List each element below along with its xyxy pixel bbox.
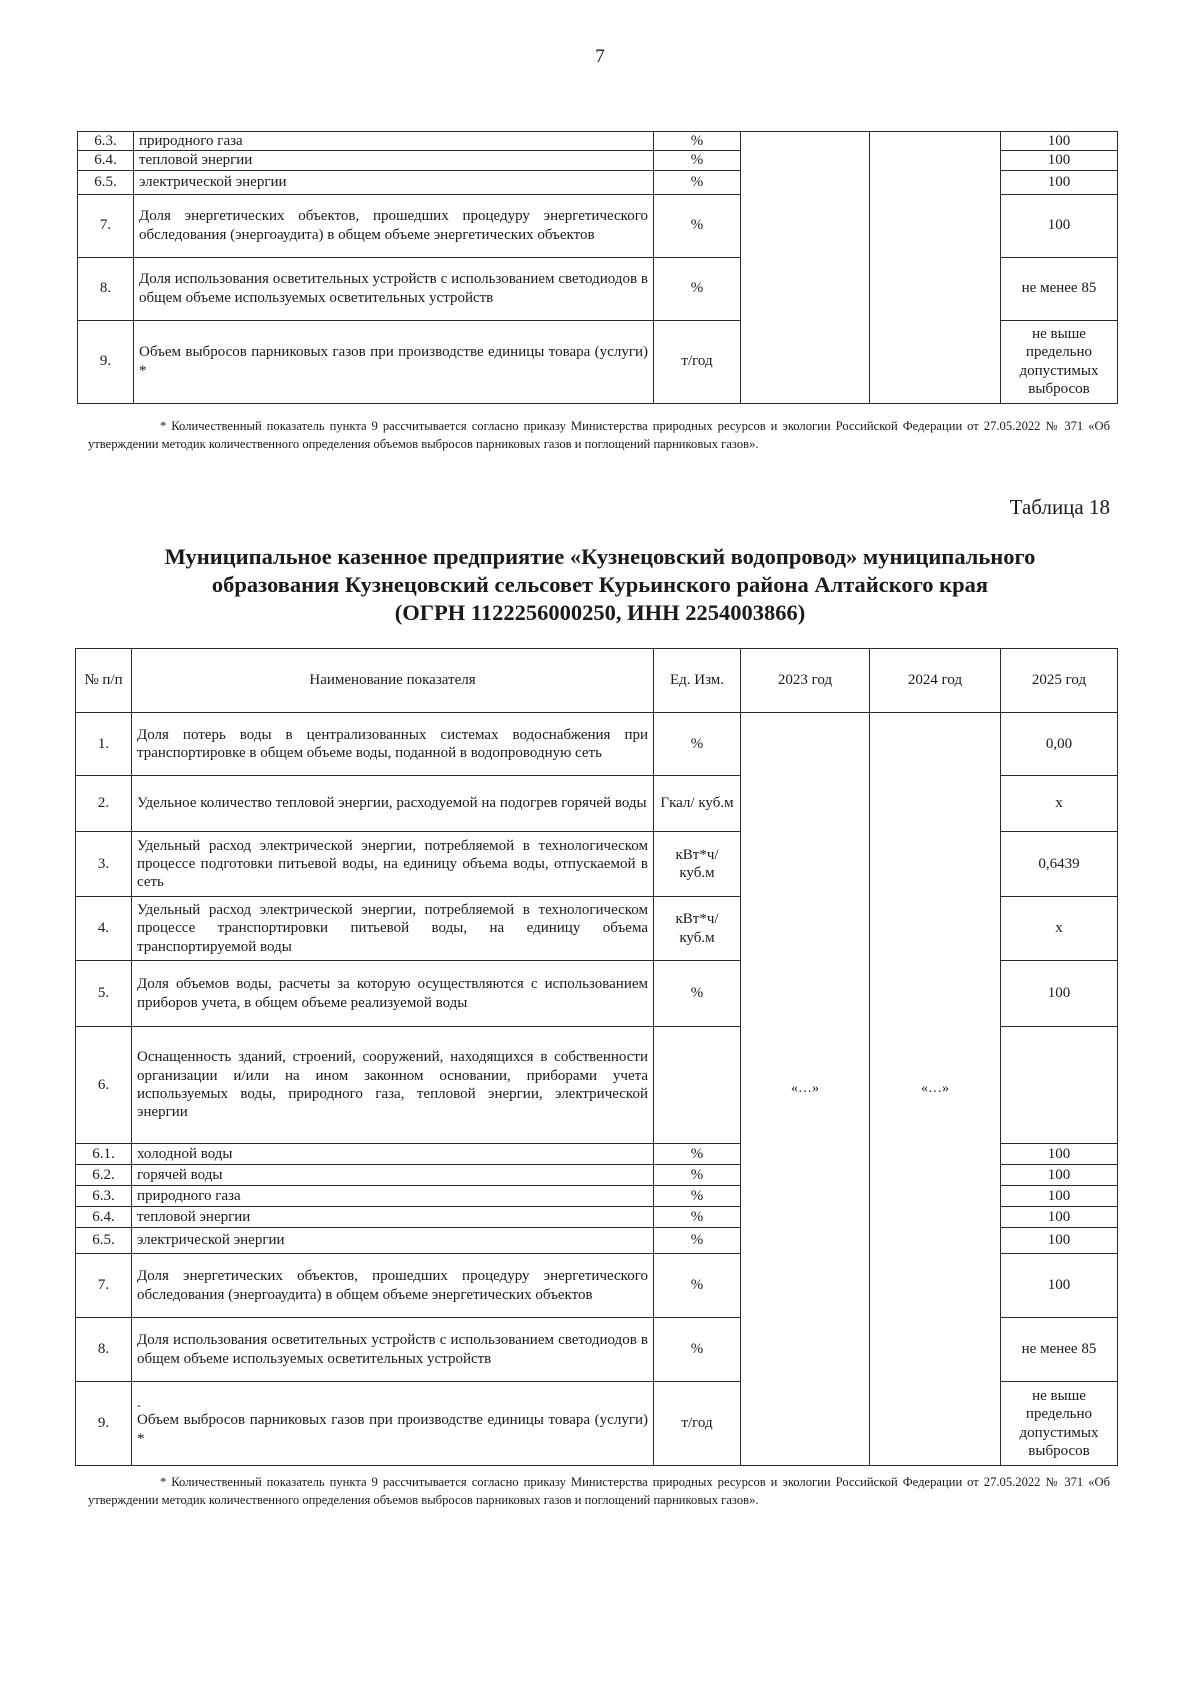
indicator-name: Доля объемов воды, расчеты за которую осуществляются с использованием приборов учета, в общем объеме реализуемой воды (132, 961, 654, 1027)
year-2025-value: 100 (1001, 1165, 1118, 1186)
header-2025: 2025 год (1001, 649, 1118, 713)
unit: кВт*ч/ куб.м (654, 832, 741, 897)
indicator-text: Объем выбросов парниковых газов при производстве единицы товара (услуги) * (137, 1412, 648, 1447)
indicator-name: электрической энергии (134, 170, 654, 194)
header-2023: 2023 год (741, 649, 870, 713)
row-number: 7. (78, 194, 134, 257)
unit: % (654, 1228, 741, 1254)
unit: % (654, 1165, 741, 1186)
year-2024-placeholder: «…» (870, 713, 1001, 1466)
year-2025-value: 0,6439 (1001, 832, 1118, 897)
dash-mark: - (137, 1398, 141, 1413)
table-row (76, 713, 1118, 776)
unit: кВт*ч/ куб.м (654, 897, 741, 961)
row-number: 6.3. (78, 132, 134, 151)
year-2025-value: 100 (1001, 1186, 1118, 1207)
year-2024-cell (870, 132, 1001, 404)
indicator-name: Доля использования осветительных устройств с использованием светодиодов в общем объеме используемых осветительных устройств (132, 1318, 654, 1382)
row-number: 7. (76, 1254, 132, 1318)
row-number: 9. (78, 320, 134, 403)
row-number: 6.5. (78, 170, 134, 194)
row-number: 8. (78, 257, 134, 320)
indicator-name: Доля потерь воды в централизованных системах водоснабжения при транспортировке в общем объеме воды, поданной в водопроводную сеть (132, 713, 654, 776)
indicator-name: Удельный расход электрической энергии, потребляемой в технологическом процессе транспортировки питьевой воды, на единицу объема транспортируемой воды (132, 897, 654, 961)
table-row (78, 132, 1118, 151)
row-number: 9. (76, 1382, 132, 1466)
unit: % (654, 194, 741, 257)
row-number: 6.4. (78, 151, 134, 170)
indicator-name: тепловой энергии (134, 151, 654, 170)
row-number: 3. (76, 832, 132, 897)
year-2023-cell (741, 132, 870, 404)
unit: % (654, 151, 741, 170)
year-2025-value: не менее 85 (1001, 1318, 1118, 1382)
unit: % (654, 961, 741, 1027)
footnote: * Количественный показатель пункта 9 рассчитывается согласно приказу Министерства природных ресурсов и экологии Российской Федерации от 27.05.2022 № 371 «Об утверждении методик количественного определения объемов выбросов парниковых газов и поглощений парниковых газов». (88, 419, 1110, 451)
year-2025-value: 100 (1001, 194, 1118, 257)
indicator-name: природного газа (134, 132, 654, 151)
document-title (60, 543, 1140, 627)
row-number: 6.3. (76, 1186, 132, 1207)
footnote: * Количественный показатель пункта 9 рассчитывается согласно приказу Министерства природных ресурсов и экологии Российской Федерации от 27.05.2022 № 371 «Об утверждении методик количественного определения объемов выбросов парниковых газов и поглощений парниковых газов». (88, 1475, 1110, 1507)
row-number: 8. (76, 1318, 132, 1382)
row-number: 5. (76, 961, 132, 1027)
indicator-name: природного газа (132, 1186, 654, 1207)
table-continuation (77, 131, 1118, 404)
year-2023-placeholder: «…» (741, 713, 870, 1466)
row-number: 6.1. (76, 1144, 132, 1165)
indicator-name: Доля энергетических объектов, прошедших процедуру энергетического обследования (энергоаудита) в общем объеме энергетических объектов (134, 194, 654, 257)
indicator-name: Доля использования осветительных устройств с использованием светодиодов в общем объеме используемых осветительных устройств (134, 257, 654, 320)
unit: % (654, 132, 741, 151)
indicator-name: Оснащенность зданий, строений, сооружений, находящихся в собственности организации и/или на ином законном основании, приборами учета используемых воды, природного газа, тепловой энергии, электрической энергии (132, 1027, 654, 1144)
indicator-name: Доля энергетических объектов, прошедших процедуру энергетического обследования (энергоаудита) в общем объеме энергетических объектов (132, 1254, 654, 1318)
year-2025-value: 100 (1001, 1254, 1118, 1318)
year-2025-value: 100 (1001, 1144, 1118, 1165)
row-number: 2. (76, 776, 132, 832)
year-2025-value: 100 (1001, 151, 1118, 170)
header-unit: Ед. Изм. (654, 649, 741, 713)
indicator-name: Удельный расход электрической энергии, потребляемой в технологическом процессе подготовки питьевой воды, на единицу объема воды, отпускаемой в сеть (132, 832, 654, 897)
header-name: Наименование показателя (132, 649, 654, 713)
table-label: Таблица 18 (1009, 495, 1110, 519)
unit: % (654, 1318, 741, 1382)
row-number: 6.5. (76, 1228, 132, 1254)
year-2025-value: 100 (1001, 132, 1118, 151)
table-18 (75, 648, 1118, 1466)
unit: т/год (654, 1382, 741, 1466)
unit: % (654, 1207, 741, 1228)
row-number: 6.4. (76, 1207, 132, 1228)
year-2025-value: х (1001, 897, 1118, 961)
header-2024: 2024 год (870, 649, 1001, 713)
unit: % (654, 257, 741, 320)
year-2025-value (1001, 1027, 1118, 1144)
indicator-name: Удельное количество тепловой энергии, расходуемой на подогрев горячей воды (132, 776, 654, 832)
header-row (76, 649, 1118, 713)
year-2025-value: 100 (1001, 1207, 1118, 1228)
unit (654, 1027, 741, 1144)
row-number: 6.2. (76, 1165, 132, 1186)
page-number: 7 (595, 46, 605, 67)
year-2025-value: 0,00 (1001, 713, 1118, 776)
row-number: 1. (76, 713, 132, 776)
indicator-name (132, 1382, 654, 1466)
title-line: Муниципальное казенное предприятие «Кузнецовский водопровод» муниципального (164, 544, 1036, 569)
indicator-name: Объем выбросов парниковых газов при производстве единицы товара (услуги) * (134, 320, 654, 403)
unit: т/год (654, 320, 741, 403)
year-2025-value: не менее 85 (1001, 257, 1118, 320)
row-number: 4. (76, 897, 132, 961)
unit: % (654, 1144, 741, 1165)
unit: Гкал/ куб.м (654, 776, 741, 832)
year-2025-value: х (1001, 776, 1118, 832)
indicator-name: тепловой энергии (132, 1207, 654, 1228)
unit: % (654, 1254, 741, 1318)
year-2025-value: 100 (1001, 961, 1118, 1027)
indicator-name: горячей воды (132, 1165, 654, 1186)
year-2025-value: 100 (1001, 1228, 1118, 1254)
row-number: 6. (76, 1027, 132, 1144)
indicator-name: холодной воды (132, 1144, 654, 1165)
indicator-name: электрической энергии (132, 1228, 654, 1254)
year-2025-value: не выше предельно допустимых выбросов (1001, 320, 1118, 403)
year-2025-value: 100 (1001, 170, 1118, 194)
unit: % (654, 170, 741, 194)
title-line: (ОГРН 1122256000250, ИНН 2254003866) (394, 600, 806, 626)
unit: % (654, 1186, 741, 1207)
year-2025-value: не выше предельно допустимых выбросов (1001, 1382, 1118, 1466)
header-number: № п/п (76, 649, 132, 713)
title-line: образования Кузнецовский сельсовет Курьинского района Алтайского края (211, 572, 989, 598)
unit: % (654, 713, 741, 776)
